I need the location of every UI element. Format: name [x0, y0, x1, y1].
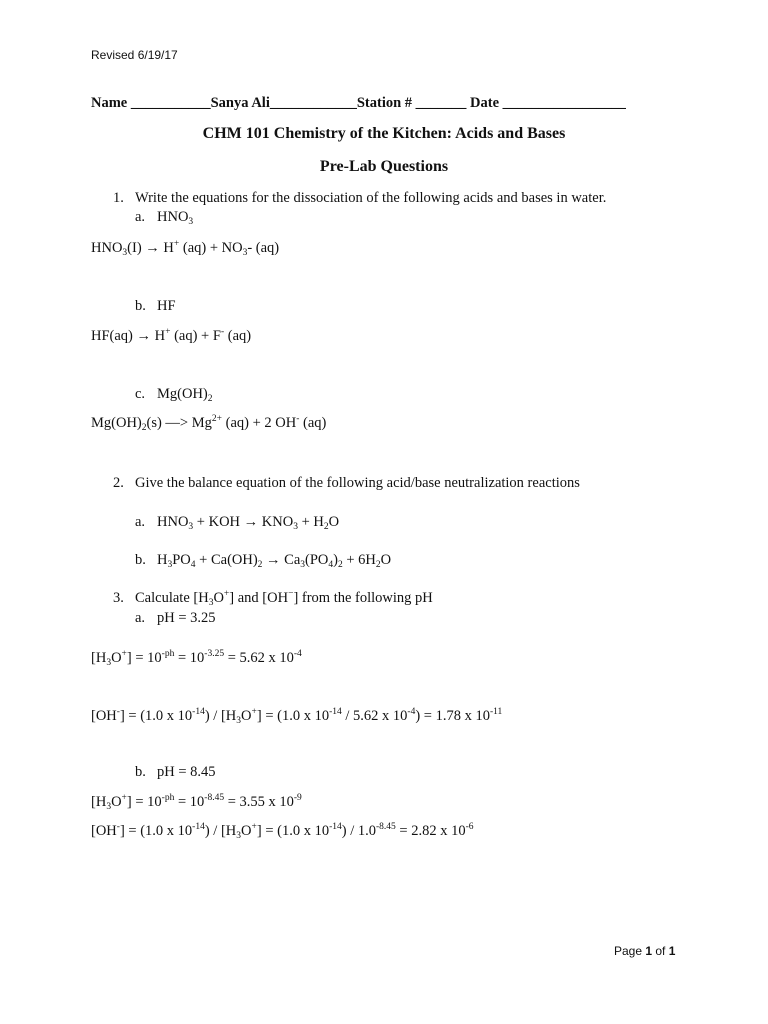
equation-fragment: 3 [236, 716, 242, 726]
equation-fragment: - (aq) [247, 240, 280, 256]
equation-fragment: + [223, 589, 230, 599]
name-station-date-line: Name ___________Sanya Ali____________Station # _______ Date _________________ [91, 95, 626, 111]
equation-fragment: Page [614, 944, 646, 958]
equation-fragment: -4 [293, 649, 302, 659]
equation-fragment: - [116, 822, 120, 832]
equation-fragment: 2. [113, 475, 124, 491]
equation-fragment: + 6H [342, 552, 376, 568]
equation-fragment: 3 [122, 248, 128, 258]
question-1-number: 1. [113, 190, 124, 206]
equation-fragment: b. [135, 552, 146, 568]
equation-fragment: + [121, 649, 127, 659]
equation-fragment: (aq) + NO [179, 240, 243, 256]
equation-fragment: b. [135, 298, 146, 314]
question-3 [113, 591, 433, 606]
equation-fragment: ) = 1.78 x 10 [415, 708, 490, 724]
answer-1b [91, 329, 251, 344]
equation-fragment: 3 [236, 831, 242, 841]
equation-fragment: 3 [167, 560, 173, 570]
equation-fragment: -11 [489, 707, 503, 717]
equation-fragment: O [241, 823, 252, 839]
equation-fragment: a. [135, 610, 146, 626]
equation-fragment: 3 [293, 522, 298, 532]
document-title: CHM 101 Chemistry of the Kitchen: Acids and Bases [202, 125, 566, 142]
document-subtitle: Pre-Lab Questions [319, 158, 449, 175]
equation-fragment: 1 [645, 944, 653, 958]
equation-fragment: ) [333, 552, 338, 568]
equation-fragment: [H [91, 794, 107, 810]
equation-fragment: a. [135, 514, 146, 530]
equation-fragment: O [111, 794, 122, 810]
equation-fragment: − [288, 589, 294, 599]
equation-fragment: (aq) + 2 OH [221, 415, 297, 431]
equation-fragment: H [157, 552, 168, 568]
question-3b [135, 765, 216, 780]
answer-2a [135, 515, 339, 530]
equation-fragment: PO [172, 552, 191, 568]
equation-fragment: 2 [338, 560, 343, 570]
equation-fragment: ] = 10 [126, 794, 162, 810]
question-2 [113, 476, 580, 491]
equation-fragment: 3 [188, 217, 194, 227]
equation-fragment: = 3.55 x 10 [224, 794, 294, 810]
equation-fragment: -3.25 [204, 649, 225, 659]
equation-fragment: 4 [328, 560, 334, 570]
equation-fragment: (aq) [299, 415, 327, 431]
equation-fragment: HNO [157, 514, 189, 530]
equation-fragment: (aq) + F [170, 328, 221, 344]
equation-fragment: O [380, 552, 392, 568]
equation-fragment: - [220, 327, 225, 337]
equation-fragment: 3 [106, 802, 112, 812]
equation-fragment: 2 [323, 522, 329, 532]
equation-fragment: [OH [91, 823, 117, 839]
equation-fragment: (PO [305, 552, 329, 568]
equation-fragment: 2 [375, 560, 381, 570]
equation-fragment: ) / [H [204, 708, 237, 724]
equation-fragment: -ph [161, 649, 175, 659]
equation-fragment: O [328, 514, 340, 530]
equation-fragment: (aq) [224, 328, 252, 344]
equation-fragment: pH = 3.25 [157, 610, 216, 626]
equation-fragment: (s) —> Mg [146, 415, 212, 431]
equation-fragment: O [213, 590, 224, 606]
equation-fragment: -4 [407, 707, 416, 717]
answer-3a-h3o [91, 651, 302, 666]
equation-fragment: ) / 1.0 [341, 823, 376, 839]
equation-fragment: HNO [91, 240, 123, 256]
equation-fragment: Give the balance equation of the following acid/base neutralization reactions [135, 475, 580, 491]
equation-fragment: Calculate [H [135, 590, 209, 606]
equation-fragment: -14 [329, 822, 342, 832]
question-3a [135, 611, 216, 626]
equation-fragment: - [116, 707, 120, 717]
equation-fragment: 3 [208, 598, 214, 608]
question-1b [135, 299, 176, 314]
equation-fragment: 4 [190, 560, 196, 570]
equation-fragment: = 5.62 x 10 [224, 650, 294, 666]
answer-1c [91, 416, 326, 431]
equation-fragment: + [165, 327, 171, 337]
equation-fragment: -8.45 [375, 822, 396, 832]
equation-fragment: pH = 8.45 [157, 764, 216, 780]
equation-fragment: = 10 [174, 794, 205, 810]
equation-fragment: ) / [H [204, 823, 237, 839]
equation-fragment: = 2.82 x 10 [395, 823, 466, 839]
equation-fragment: a. [135, 209, 146, 225]
equation-fragment: - [296, 414, 300, 424]
question-1-prompt: Write the equations for the dissociation of the following acids and bases in water. [135, 190, 607, 206]
equation-fragment: O [111, 650, 122, 666]
equation-fragment: 2 [257, 560, 263, 570]
equation-fragment: ] and [OH [229, 590, 289, 606]
equation-fragment: 2 [207, 394, 213, 404]
equation-fragment: O [241, 708, 252, 724]
equation-fragment: -14 [192, 822, 205, 832]
equation-fragment: + [173, 239, 180, 249]
answer-3b-h3o [91, 795, 302, 810]
equation-fragment: ] = (1.0 x 10 [256, 823, 330, 839]
question-1a [135, 210, 193, 225]
equation-fragment: ] = (1.0 x 10 [256, 708, 330, 724]
equation-fragment: c. [135, 386, 146, 402]
equation-fragment: 2 [141, 423, 147, 433]
equation-fragment: [OH [91, 708, 117, 724]
equation-fragment: 2+ [211, 414, 222, 424]
equation-fragment: + KOH → KNO [193, 514, 294, 530]
equation-fragment: / 5.62 x 10 [341, 708, 408, 724]
answer-3b-oh [91, 824, 474, 839]
equation-fragment: of [652, 944, 669, 958]
question-1 [113, 191, 606, 206]
equation-fragment: → Ca [262, 552, 301, 568]
equation-fragment: -9 [293, 793, 302, 803]
equation-fragment: 3 [242, 248, 248, 258]
answer-2b [135, 553, 391, 568]
equation-fragment: + Ca(OH) [195, 552, 258, 568]
equation-fragment: + [251, 822, 257, 832]
equation-fragment: HNO [157, 209, 189, 225]
equation-fragment: 3. [113, 590, 124, 606]
equation-fragment: HF [157, 298, 176, 314]
equation-fragment: + H [297, 514, 324, 530]
equation-fragment: -6 [465, 822, 474, 832]
equation-fragment: HF(aq) → H [91, 328, 166, 344]
answer-3a-oh [91, 709, 502, 724]
equation-fragment: + [251, 707, 257, 717]
equation-fragment: 1 [668, 944, 676, 958]
page-number [614, 945, 675, 957]
equation-fragment: -14 [192, 707, 205, 717]
equation-fragment: (I) → H [127, 240, 174, 256]
equation-fragment: Mg(OH) [157, 386, 208, 402]
equation-fragment: [H [91, 650, 107, 666]
equation-fragment: -ph [161, 793, 175, 803]
equation-fragment: ] from the following pH [293, 590, 433, 606]
question-1c [135, 387, 213, 402]
equation-fragment: 3 [106, 658, 112, 668]
equation-fragment: b. [135, 764, 146, 780]
equation-fragment: ] = 10 [126, 650, 162, 666]
equation-fragment: Mg(OH) [91, 415, 142, 431]
equation-fragment: 3 [188, 522, 194, 532]
equation-fragment: -8.45 [204, 793, 225, 803]
equation-fragment: + [121, 793, 127, 803]
answer-1a [91, 241, 279, 256]
revised-date: Revised 6/19/17 [91, 48, 178, 62]
equation-fragment: ] = (1.0 x 10 [119, 708, 193, 724]
equation-fragment: = 10 [174, 650, 205, 666]
equation-fragment: 3 [300, 560, 306, 570]
equation-fragment: ] = (1.0 x 10 [119, 823, 193, 839]
equation-fragment: -14 [329, 707, 342, 717]
